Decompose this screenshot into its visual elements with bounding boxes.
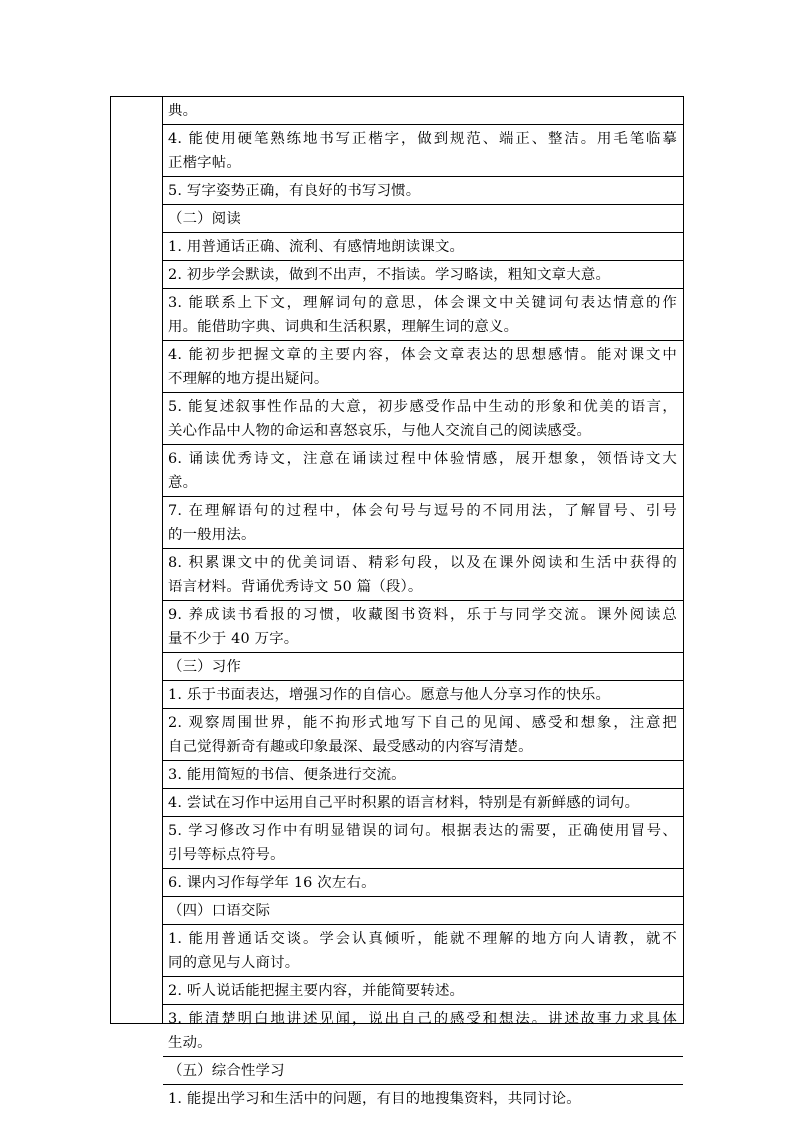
paragraph-line: 意。 — [168, 475, 198, 491]
row-rule — [163, 288, 683, 289]
paragraph-line: （五）综合性学习 — [168, 1063, 285, 1079]
row-rule — [163, 760, 683, 761]
row-rule — [163, 600, 683, 601]
paragraph-line: 5. 写字姿势正确，有良好的书写习惯。 — [168, 183, 421, 199]
row-rule — [163, 548, 683, 549]
row-rule — [163, 124, 683, 125]
paragraph-line: 生动。 — [168, 1035, 212, 1051]
paragraph-line: 4. 能初步把握文章的主要内容，体会文章表达的思想感情。能对课文中 — [168, 347, 677, 363]
paragraph-line: 7. 在理解语句的过程中，体会句号与逗号的不同用法，了解冒号、引号 — [168, 503, 677, 519]
row-rule — [163, 924, 683, 925]
paragraph-line: 2. 听人说话能把握主要内容，并能简要转述。 — [168, 983, 465, 999]
row-rule — [163, 868, 683, 869]
paragraph-line: 语言材料。背诵优秀诗文 50 篇（段）。 — [168, 579, 423, 595]
paragraph-line: （四）口语交际 — [168, 903, 271, 919]
paragraph-line: （二）阅读 — [168, 211, 241, 227]
row-rule — [163, 444, 683, 445]
row-rule — [163, 176, 683, 177]
paragraph-line: 6. 诵读优秀诗文，注意在诵读过程中体验情感，展开想象，领悟诗文大 — [168, 451, 677, 467]
paragraph-line: 2. 初步学会默读，做到不出声，不指读。学习略读，粗知文章大意。 — [168, 267, 611, 283]
curriculum-table — [110, 96, 684, 1107]
paragraph-line: 1. 能提出学习和生活中的问题，有目的地搜集资料，共同讨论。 — [168, 1091, 581, 1107]
paragraph-line: 正楷字帖。 — [168, 155, 241, 171]
paragraph-line: 的一般用法。 — [168, 527, 256, 543]
row-rule — [163, 816, 683, 817]
paragraph-line: 3. 能用简短的书信、便条进行交流。 — [168, 767, 406, 783]
row-rule — [163, 1056, 683, 1057]
paragraph-line: 1. 乐于书面表达，增强习作的自信心。愿意与他人分享习作的快乐。 — [168, 687, 611, 703]
paragraph-line: 9. 养成读书看报的习惯，收藏图书资料，乐于与同学交流。课外阅读总 — [168, 607, 677, 623]
paragraph-line: 4. 尝试在习作中运用自己平时积累的语言材料，特别是有新鲜感的词句。 — [168, 795, 640, 811]
paragraph-line: 3. 能清楚明白地讲述见闻，说出自己的感受和想法。讲述故事力求具体 — [168, 1011, 677, 1027]
paragraph-line: 4. 能使用硬笔熟练地书写正楷字，做到规范、端正、整洁。用毛笔临摹 — [168, 131, 677, 147]
row-rule — [163, 708, 683, 709]
row-rule — [163, 260, 683, 261]
paragraph-line: 3. 能联系上下文，理解词句的意思，体会课文中关键词句表达情意的作 — [168, 295, 677, 311]
row-rule — [163, 652, 683, 653]
row-rule — [163, 340, 683, 341]
row-rule — [163, 204, 683, 205]
column-divider — [162, 97, 163, 1023]
paragraph-line: 用。能借助字典、词典和生活积累，理解生词的意义。 — [168, 319, 519, 335]
paragraph-line: 同的意见与人商讨。 — [168, 955, 300, 971]
paragraph-line: 8. 积累课文中的优美词语、精彩句段，以及在课外阅读和生活中获得的 — [168, 555, 677, 571]
paragraph-line: 自己觉得新奇有趣或印象最深、最受感动的内容写清楚。 — [168, 739, 533, 755]
row-rule — [163, 1004, 683, 1005]
paragraph-line: 5. 能复述叙事性作品的大意，初步感受作品中生动的形象和优美的语言， — [168, 399, 677, 415]
row-rule — [163, 496, 683, 497]
paragraph-line: 1. 能用普通话交谈。学会认真倾听，能就不理解的地方向人请教，就不 — [168, 931, 677, 947]
paragraph-line: （三）习作 — [168, 659, 241, 675]
paragraph-line: 引号等标点符号。 — [168, 847, 285, 863]
paragraph-line: 典。 — [168, 103, 198, 119]
row-rule — [163, 976, 683, 977]
paragraph-line: 5. 学习修改习作中有明显错误的词句。根据表达的需要，正确使用冒号、 — [168, 823, 677, 839]
paragraph-line: 2. 观察周围世界，能不拘形式地写下自己的见闻、感受和想象，注意把 — [168, 715, 677, 731]
paragraph-line: 6. 课内习作每学年 16 次左右。 — [168, 875, 376, 891]
paragraph-line: 1. 用普通话正确、流利、有感情地朗读课文。 — [168, 239, 465, 255]
row-rule — [163, 1084, 683, 1085]
paragraph-line: 不理解的地方提出疑问。 — [168, 371, 329, 387]
row-rule — [163, 392, 683, 393]
row-rule — [163, 232, 683, 233]
row-rule — [163, 896, 683, 897]
paragraph-line: 关心作品中人物的命运和喜怒哀乐，与他人交流自己的阅读感受。 — [168, 423, 592, 439]
row-rule — [163, 788, 683, 789]
paragraph-line: 量不少于 40 万字。 — [168, 631, 299, 647]
row-rule — [163, 680, 683, 681]
